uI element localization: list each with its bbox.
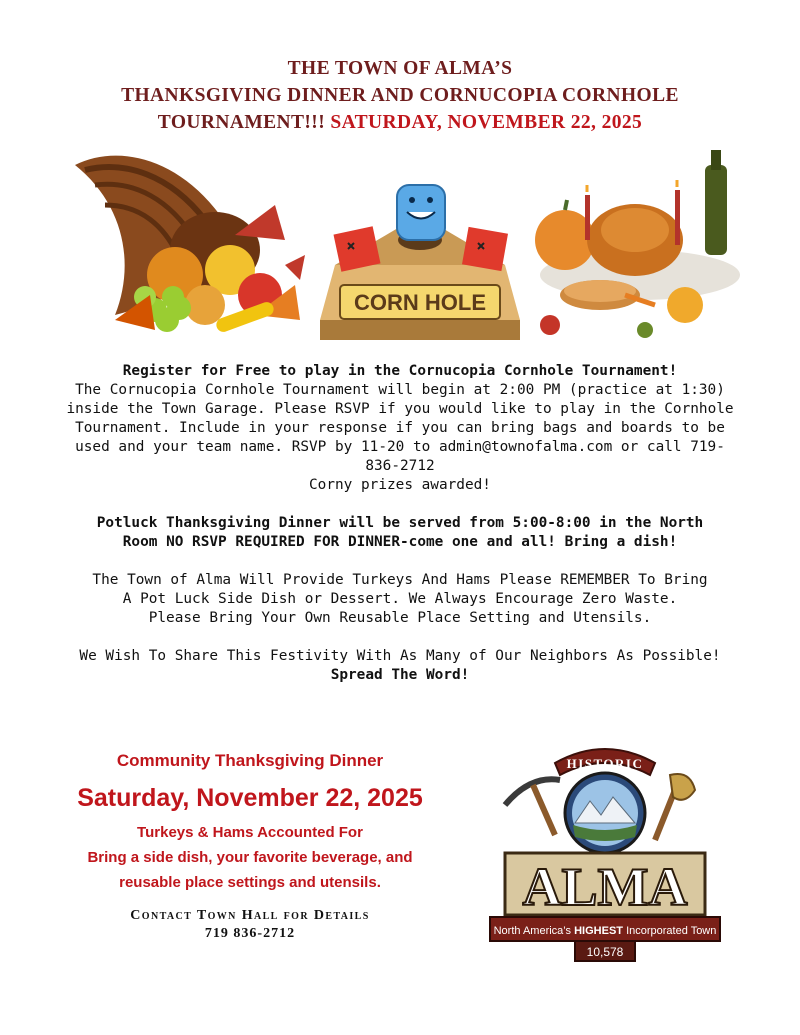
cornhole-line-4: used and your team name. RSVP by 11-20 to admin@townofalma.com or call 719-	[75, 439, 725, 455]
logo-historic-text: HISTORIC	[566, 756, 644, 771]
provide-line-1: The Town of Alma Will Provide Turkeys And Hams Please REMEMBER To Bring	[92, 572, 708, 588]
cornhole-heading: Register for Free to play in the Cornucopia Cornhole Tournament!	[122, 363, 678, 379]
provide-line-3: Please Bring Your Own Reusable Place Setting and Utensils.	[148, 610, 652, 626]
spacer	[40, 495, 760, 514]
spacer	[40, 628, 760, 647]
flyer-header	[0, 55, 800, 136]
share-section	[40, 647, 760, 685]
cornhole-line-5: 836-2712	[365, 458, 435, 474]
contact-town-hall: Contact Town Hall for Details	[130, 908, 370, 923]
cornucopia-illustration	[55, 145, 305, 345]
logo-tagline-post: Incorporated Town	[623, 925, 717, 937]
community-title: Community Thanksgiving Dinner	[116, 751, 384, 770]
illustrations-row	[55, 145, 745, 360]
logo-tagline-highest: HIGHEST	[574, 925, 624, 937]
community-line-2: Bring a side dish, your favorite beverage, and	[87, 849, 413, 866]
header-line-3-prefix: TOURNAMENT!!!	[157, 112, 331, 133]
thanksgiving-feast-illustration	[525, 145, 745, 360]
logo-tagline-pre: North America’s	[493, 925, 575, 937]
community-line-3: reusable place settings and utensils.	[119, 874, 381, 891]
cornhole-section	[40, 362, 760, 495]
provide-section	[40, 571, 760, 628]
alma-logo	[485, 735, 725, 970]
flyer-body	[40, 362, 760, 685]
logo-elevation: 10,578	[586, 945, 624, 959]
share-line-1: We Wish To Share This Festivity With As Many of Our Neighbors As Possible!	[79, 648, 721, 664]
share-line-2: Spread The Word!	[330, 667, 470, 683]
header-date: SATURDAY, NOVEMBER 22, 2025	[330, 112, 643, 133]
cornhole-line-6: Corny prizes awarded!	[309, 477, 491, 493]
contact-phone: 719 836-2712	[204, 926, 296, 941]
cornhole-label: CORN HOLE	[354, 290, 486, 315]
potluck-section	[40, 514, 760, 552]
potluck-line-2: Room NO RSVP REQUIRED FOR DINNER-come one and all! Bring a dish!	[122, 534, 678, 550]
header-line-3	[0, 109, 800, 136]
community-line-1: Turkeys & Hams Accounted For	[137, 824, 363, 841]
cornhole-illustration	[315, 145, 525, 345]
header-line-2: THANKSGIVING DINNER AND CORNUCOPIA CORNHOLE	[121, 85, 679, 106]
logo-tagline	[494, 925, 717, 937]
logo-alma-text: ALMA	[522, 857, 688, 917]
potluck-line-1: Potluck Thanksgiving Dinner will be served from 5:00-8:00 in the North	[96, 515, 704, 531]
cornhole-line-2: inside the Town Garage. Please RSVP if you would like to play in the Cornhole	[66, 401, 734, 417]
community-dinner-block	[50, 748, 450, 943]
cornhole-line-1: The Cornucopia Cornhole Tournament will begin at 2:00 PM (practice at 1:30)	[75, 382, 725, 398]
spacer	[40, 552, 760, 571]
community-date: Saturday, November 22, 2025	[77, 784, 423, 812]
header-line-1: THE TOWN OF ALMA’S	[287, 58, 513, 79]
provide-line-2: A Pot Luck Side Dish or Dessert. We Always Encourage Zero Waste.	[122, 591, 678, 607]
cornhole-line-3: Tournament. Include in your response if you can bring bags and boards to be	[75, 420, 725, 436]
